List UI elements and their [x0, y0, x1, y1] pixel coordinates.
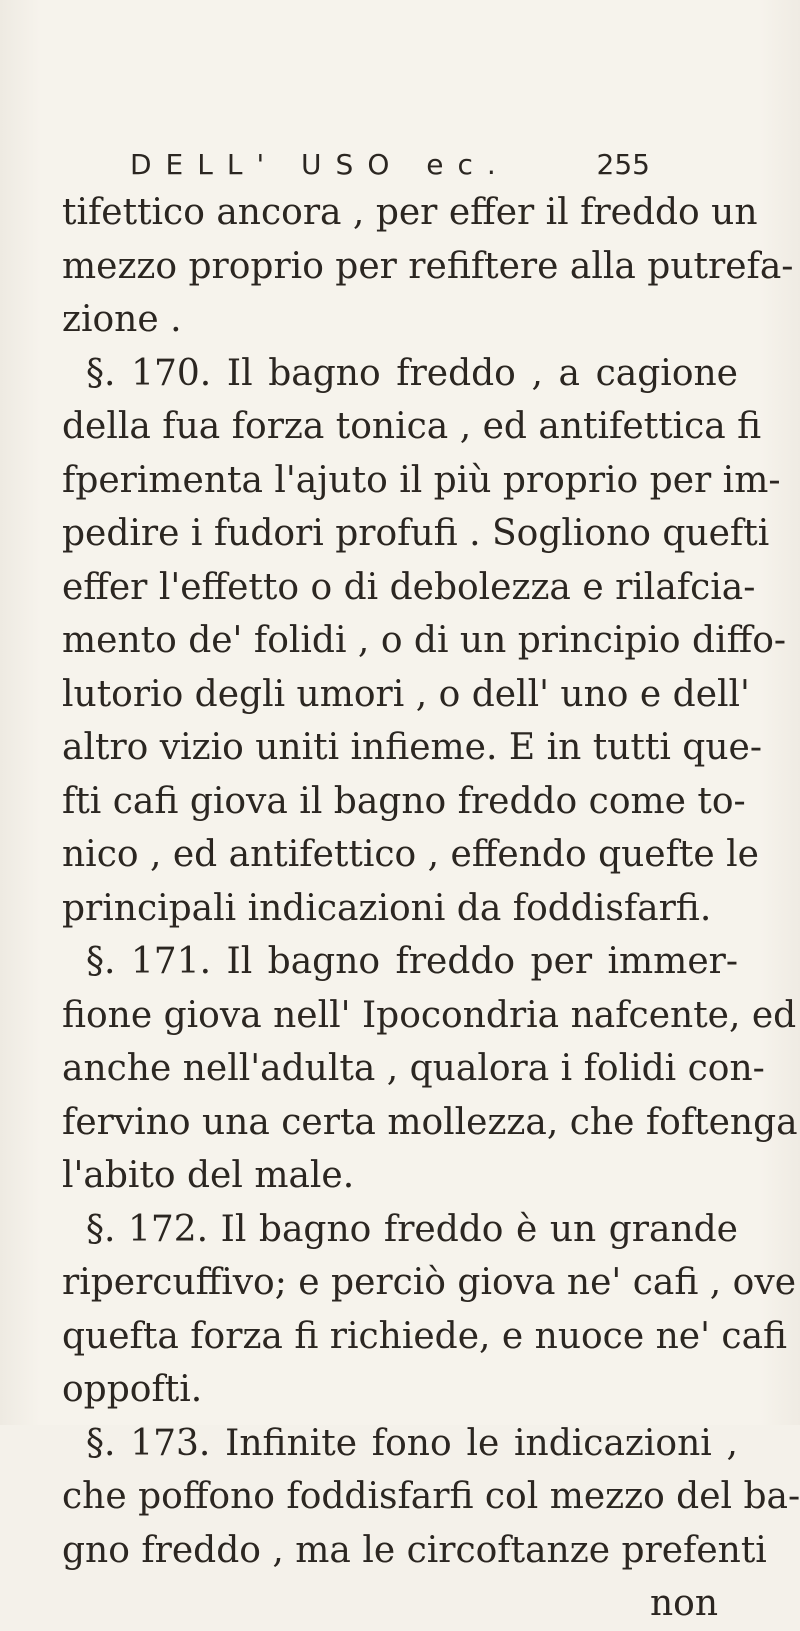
text-line: gno freddo , ma le circoftanze prefenti	[62, 1529, 767, 1571]
body-text	[62, 186, 800, 1631]
catchword: non	[649, 1583, 718, 1624]
text-line: quefta forza fi richiede, e nuoce ne' cafi	[62, 1315, 788, 1357]
section-171-start: §. 171. Il bagno freddo per immer-	[86, 941, 738, 982]
text-line: altro vizio uniti infieme. E in tutti que-	[62, 727, 762, 768]
section-173-start: §. 173. Infinite fono le indicazioni ,	[86, 1422, 738, 1464]
page-header	[130, 140, 650, 190]
text-line: zione .	[62, 299, 182, 340]
text-line: principali indicazioni da foddisfarfi.	[62, 887, 712, 929]
text-line: nico , ed antifettico , effendo quefte le	[62, 834, 759, 875]
text-line: mento de' folidi , o di un principio diffo-	[62, 620, 787, 661]
text-line: mezzo proprio per refiftere alla putrefa-	[62, 245, 794, 287]
text-line: che poffono foddisfarfi col mezzo del ba-	[62, 1476, 800, 1517]
text-line: fti cafi giova il bagno freddo come to-	[62, 780, 746, 822]
text-line: fervino una certa mollezza, che foftenga	[62, 1101, 798, 1143]
text-line: effer l'effetto o di debolezza e rilafcia-	[62, 566, 756, 608]
text-line: ripercuffivo; e perciò giova ne' cafi , ove	[62, 1262, 796, 1303]
page-number: 255	[596, 148, 650, 181]
text-line: fperimenta l'ajuto il più proprio per im-	[62, 459, 781, 501]
text-line: l'abito del male.	[62, 1155, 355, 1196]
text-line: fione giova nell' Ipocondria nafcente, ed	[62, 994, 797, 1036]
text-line: della fua forza tonica , ed antifettica fi	[62, 406, 762, 447]
text-line: pedire i fudori profufi . Sogliono quefti	[62, 513, 770, 554]
text-line: tifettico ancora , per effer il freddo un	[62, 192, 758, 233]
text-line: lutorio degli umori , o dell' uno e dell'	[62, 673, 750, 715]
section-170-start: §. 170. Il bagno freddo , a cagione	[86, 352, 738, 394]
section-172-start: §. 172. Il bagno freddo è un grande	[86, 1208, 738, 1250]
running-head: DELL' USO ec.	[130, 148, 510, 181]
text-line: anche nell'adulta , qualora i folidi con-	[62, 1048, 765, 1089]
text-line: oppofti.	[62, 1369, 203, 1410]
